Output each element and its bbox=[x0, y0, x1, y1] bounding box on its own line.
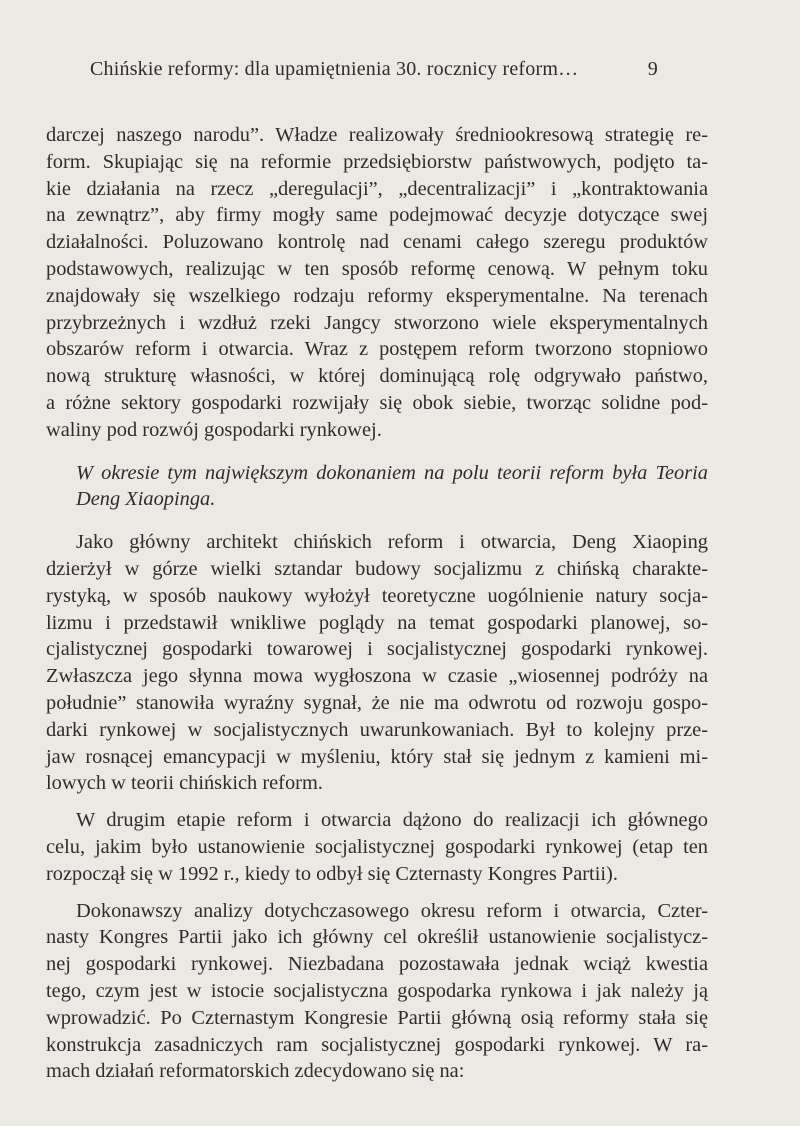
text-line: podstawowych, realizując w ten sposób reformę cenową. W pełnym toku bbox=[46, 257, 708, 280]
paragraph-2-italic bbox=[46, 460, 708, 514]
text-line: Jako główny architekt chińskich reform i otwarcia, Deng Xiaoping bbox=[76, 531, 708, 554]
text-line: darki rynkowej w socjalistycznych uwarunkowaniach. Był to kolejny prze- bbox=[46, 718, 708, 741]
text-line: tego, czym jest w istocie socjalistyczna gospodarka rynkowa i jak należy ją bbox=[46, 979, 708, 1002]
text-line: celu, jakim było ustanowienie socjalistycznej gospodarki rynkowej (etap ten bbox=[46, 835, 708, 858]
text-line: jaw rosnącej emancypacji w myśleniu, który stał się jednym z kamieni mi- bbox=[46, 745, 708, 768]
text-line: rozpoczął się w 1992 r., kiedy to odbył się Czternasty Kongres Partii). bbox=[46, 862, 618, 885]
text-line: waliny pod rozwój gospodarki rynkowej. bbox=[46, 418, 382, 441]
running-header-title: Chińskie reformy: dla upamiętnienia 30. rocznicy reform… bbox=[90, 58, 579, 80]
text-line: Deng Xiaopinga. bbox=[76, 488, 216, 511]
paragraph-spacer bbox=[46, 444, 708, 460]
text-line: obszarów reform i otwarcia. Wraz z postępem reform tworzono stopniowo bbox=[46, 338, 708, 361]
text-line: form. Skupiając się na reformie przedsiębiorstw państwowych, podjęto ta- bbox=[46, 150, 708, 173]
paragraph-5 bbox=[46, 898, 708, 1086]
paragraph-spacer bbox=[46, 888, 708, 898]
text-line: wprowadzić. Po Czternastym Kongresie Partii główną osią reformy stała się bbox=[46, 1006, 708, 1029]
text-line: nej gospodarki rynkowej. Niezbadana pozostawała jednak wciąż kwestia bbox=[46, 953, 708, 976]
text-line: cjalistycznej gospodarki towarowej i socjalistycznej gospodarki rynkowej. bbox=[46, 638, 708, 661]
text-line: darczej naszego narodu”. Władze realizowały średniookresową strategię re- bbox=[46, 124, 708, 146]
paragraph-spacer bbox=[46, 513, 708, 529]
text-line: W drugim etapie reform i otwarcia dążono do realizacji ich głównego bbox=[76, 809, 708, 832]
running-header bbox=[90, 58, 658, 81]
paragraph-spacer bbox=[46, 797, 708, 807]
text-line: przybrzeżnych i wzdłuż rzeki Jangcy stworzono wiele eksperymentalnych bbox=[46, 311, 708, 334]
text-line: rystyką, w sposób naukowy wyłożył teoretyczne uogólnienie natury socja- bbox=[46, 584, 708, 607]
text-line: na zewnątrz”, aby firmy mogły same podejmować decyzje dotyczące swej bbox=[46, 204, 708, 227]
text-line: południe” stanowiła wyraźny sygnał, że nie ma odwrotu od rozwoju gospo- bbox=[46, 691, 708, 714]
text-line: konstrukcja zasadniczych ram socjalistycznej gospodarki rynkowej. W ra- bbox=[46, 1033, 708, 1056]
text-line: lowych w teorii chińskich reform. bbox=[46, 772, 323, 795]
text-line: a różne sektory gospodarki rozwijały się obok siebie, tworząc solidne pod- bbox=[46, 391, 708, 414]
text-line: działalności. Poluzowano kontrolę nad cenami całego szeregu produktów bbox=[46, 231, 708, 254]
text-line: mach działań reformatorskich zdecydowano się na: bbox=[46, 1060, 465, 1083]
text-line: dzierżył w górze wielki sztandar budowy socjalizmu z chińską charakte- bbox=[46, 557, 708, 580]
text-line: znajdowały się wszelkiego rodzaju reformy eksperymentalne. Na terenach bbox=[46, 284, 708, 307]
text-line: W okresie tym największym dokonaniem na polu teorii reform była Teoria bbox=[76, 461, 708, 484]
page-number: 9 bbox=[647, 58, 658, 80]
page-body bbox=[46, 122, 708, 1085]
paragraph-1 bbox=[46, 122, 708, 444]
text-line: lizmu i przedstawił wnikliwe poglądy na temat gospodarki planowej, so- bbox=[46, 611, 708, 634]
text-line: kie działania na rzecz „deregulacji”, „decentralizacji” i „kontraktowania bbox=[46, 177, 708, 200]
text-line: Zwłaszcza jego słynna mowa wygłoszona w czasie „wiosennej podróży na bbox=[46, 665, 708, 688]
text-line: nową strukturę własności, w której dominującą rolę odgrywało państwo, bbox=[46, 365, 708, 388]
text-line: nasty Kongres Partii jako ich główny cel określił ustanowienie socjalistycz- bbox=[46, 926, 708, 949]
paragraph-4 bbox=[46, 807, 708, 887]
text-line: Dokonawszy analizy dotychczasowego okresu reform i otwarcia, Czter- bbox=[76, 899, 708, 922]
paragraph-3 bbox=[46, 529, 708, 797]
